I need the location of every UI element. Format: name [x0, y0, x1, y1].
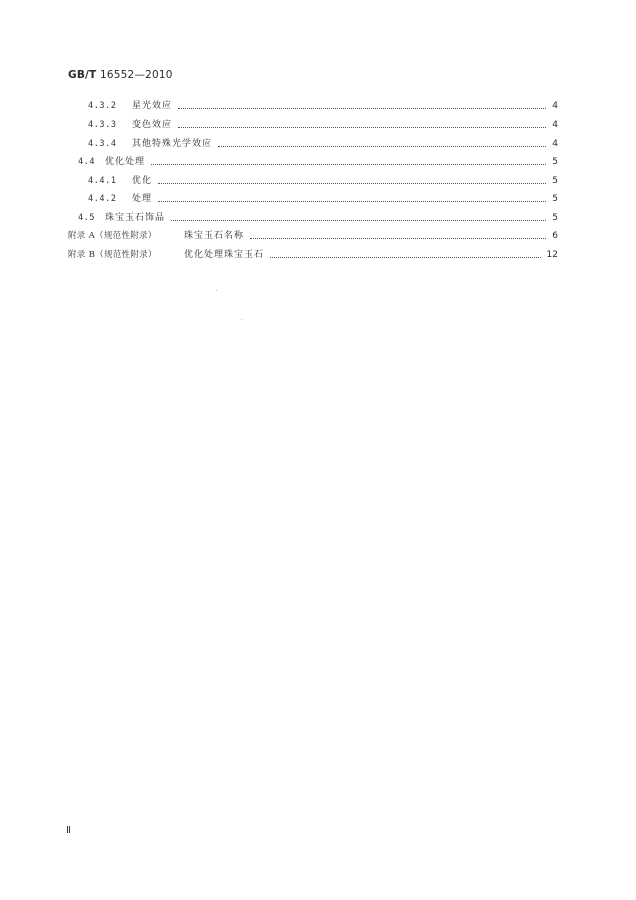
- toc-entry[interactable]: [88, 174, 558, 188]
- toc-entry-appendix[interactable]: [68, 229, 558, 243]
- toc-entry-title: 星光效应: [132, 101, 173, 111]
- toc-entry-title: 其他特殊光学效应: [132, 139, 213, 149]
- toc-dot-leader: [218, 145, 546, 147]
- toc-entry-number: 4.4: [78, 157, 96, 167]
- toc-entry-number: 4.5: [78, 213, 96, 223]
- toc-entry-page: 5: [552, 194, 558, 204]
- toc-entry-title: 优化: [132, 176, 153, 186]
- toc-entry-number: 4.3.4: [88, 139, 117, 149]
- toc-entry-number: 附录 B（规范性附录）: [68, 250, 157, 260]
- toc-entry-title: 变色效应: [132, 120, 173, 130]
- toc-dot-leader: [178, 126, 546, 128]
- toc-entry-page: 5: [552, 213, 558, 223]
- page-number: Ⅱ: [66, 825, 71, 836]
- toc-entry[interactable]: [88, 99, 558, 113]
- toc-dot-leader: [158, 200, 546, 202]
- toc-entry-page: 4: [552, 120, 558, 130]
- scan-speck: [216, 290, 217, 291]
- toc-entry-number: 4.3.2: [88, 101, 117, 111]
- standard-code-header: [68, 69, 173, 81]
- toc-entry-page: 4: [552, 101, 558, 111]
- toc-dot-leader: [250, 237, 546, 239]
- toc-entry-number: 附录 A（规范性附录）: [68, 231, 157, 241]
- toc-dot-leader: [151, 163, 546, 165]
- toc-entry-page: 12: [546, 250, 558, 260]
- toc-dot-leader: [178, 107, 546, 109]
- toc-entry-title: 处理: [132, 194, 153, 204]
- standard-number: 16552—2010: [99, 69, 173, 81]
- toc-entry[interactable]: [88, 192, 558, 206]
- toc-entry-appendix[interactable]: [68, 248, 558, 262]
- toc-dot-leader: [158, 182, 546, 184]
- toc-entry[interactable]: [88, 137, 558, 151]
- toc-entry-page: 4: [552, 139, 558, 149]
- toc-dot-leader: [171, 219, 546, 221]
- toc-entry[interactable]: [78, 211, 558, 225]
- scan-speck: [241, 319, 242, 320]
- toc-entry-title: 优化处理: [105, 157, 146, 167]
- toc-entry-page: 5: [552, 157, 558, 167]
- toc-entry-title: 优化处理珠宝玉石: [184, 250, 265, 260]
- toc-entry-number: 4.4.2: [88, 194, 117, 204]
- toc-entry-title: 珠宝玉石名称: [184, 231, 245, 241]
- toc-entry-page: 6: [552, 231, 558, 241]
- toc-entry[interactable]: [88, 118, 558, 132]
- toc-entry[interactable]: [78, 155, 558, 169]
- toc-dot-leader: [270, 256, 541, 258]
- toc-entry-number: 4.4.1: [88, 176, 117, 186]
- toc-entry-title: 珠宝玉石饰品: [105, 213, 166, 223]
- toc-entry-page: 5: [552, 176, 558, 186]
- standard-prefix: GB/T: [68, 69, 97, 81]
- toc-entry-number: 4.3.3: [88, 120, 117, 130]
